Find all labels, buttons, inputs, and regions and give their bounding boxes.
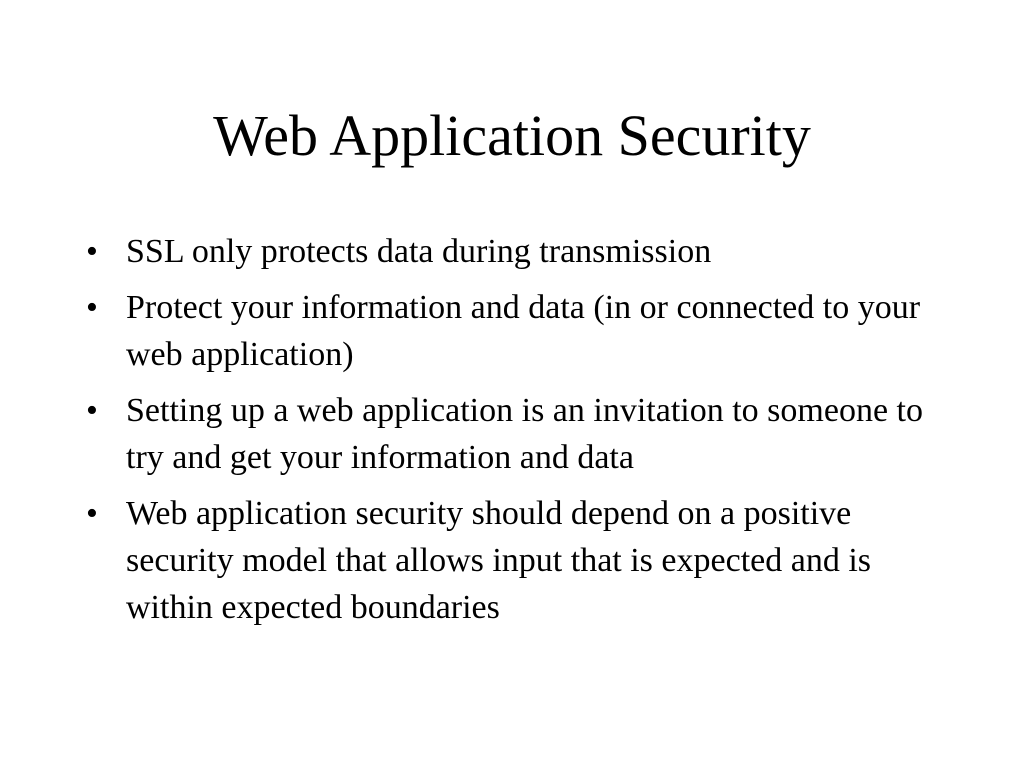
bullet-icon: • [86,495,98,532]
bullet-list [84,228,954,640]
bullet-text: Web application security should depend on a positive security model that allows input that is expected and is within expected boundaries [126,495,871,626]
bullet-item [84,284,954,378]
bullet-icon: • [86,392,98,429]
bullet-text: SSL only protects data during transmission [126,233,712,270]
bullet-item [84,490,954,631]
slide-title: Web Application Security [213,103,811,168]
bullet-text: Protect your information and data (in or connected to your web application) [126,289,921,373]
bullet-item [84,228,954,275]
bullet-text: Setting up a web application is an invitation to someone to try and get your information and data [126,392,923,476]
bullet-item [84,387,954,481]
bullet-icon: • [86,289,98,326]
bullet-icon: • [86,233,98,270]
